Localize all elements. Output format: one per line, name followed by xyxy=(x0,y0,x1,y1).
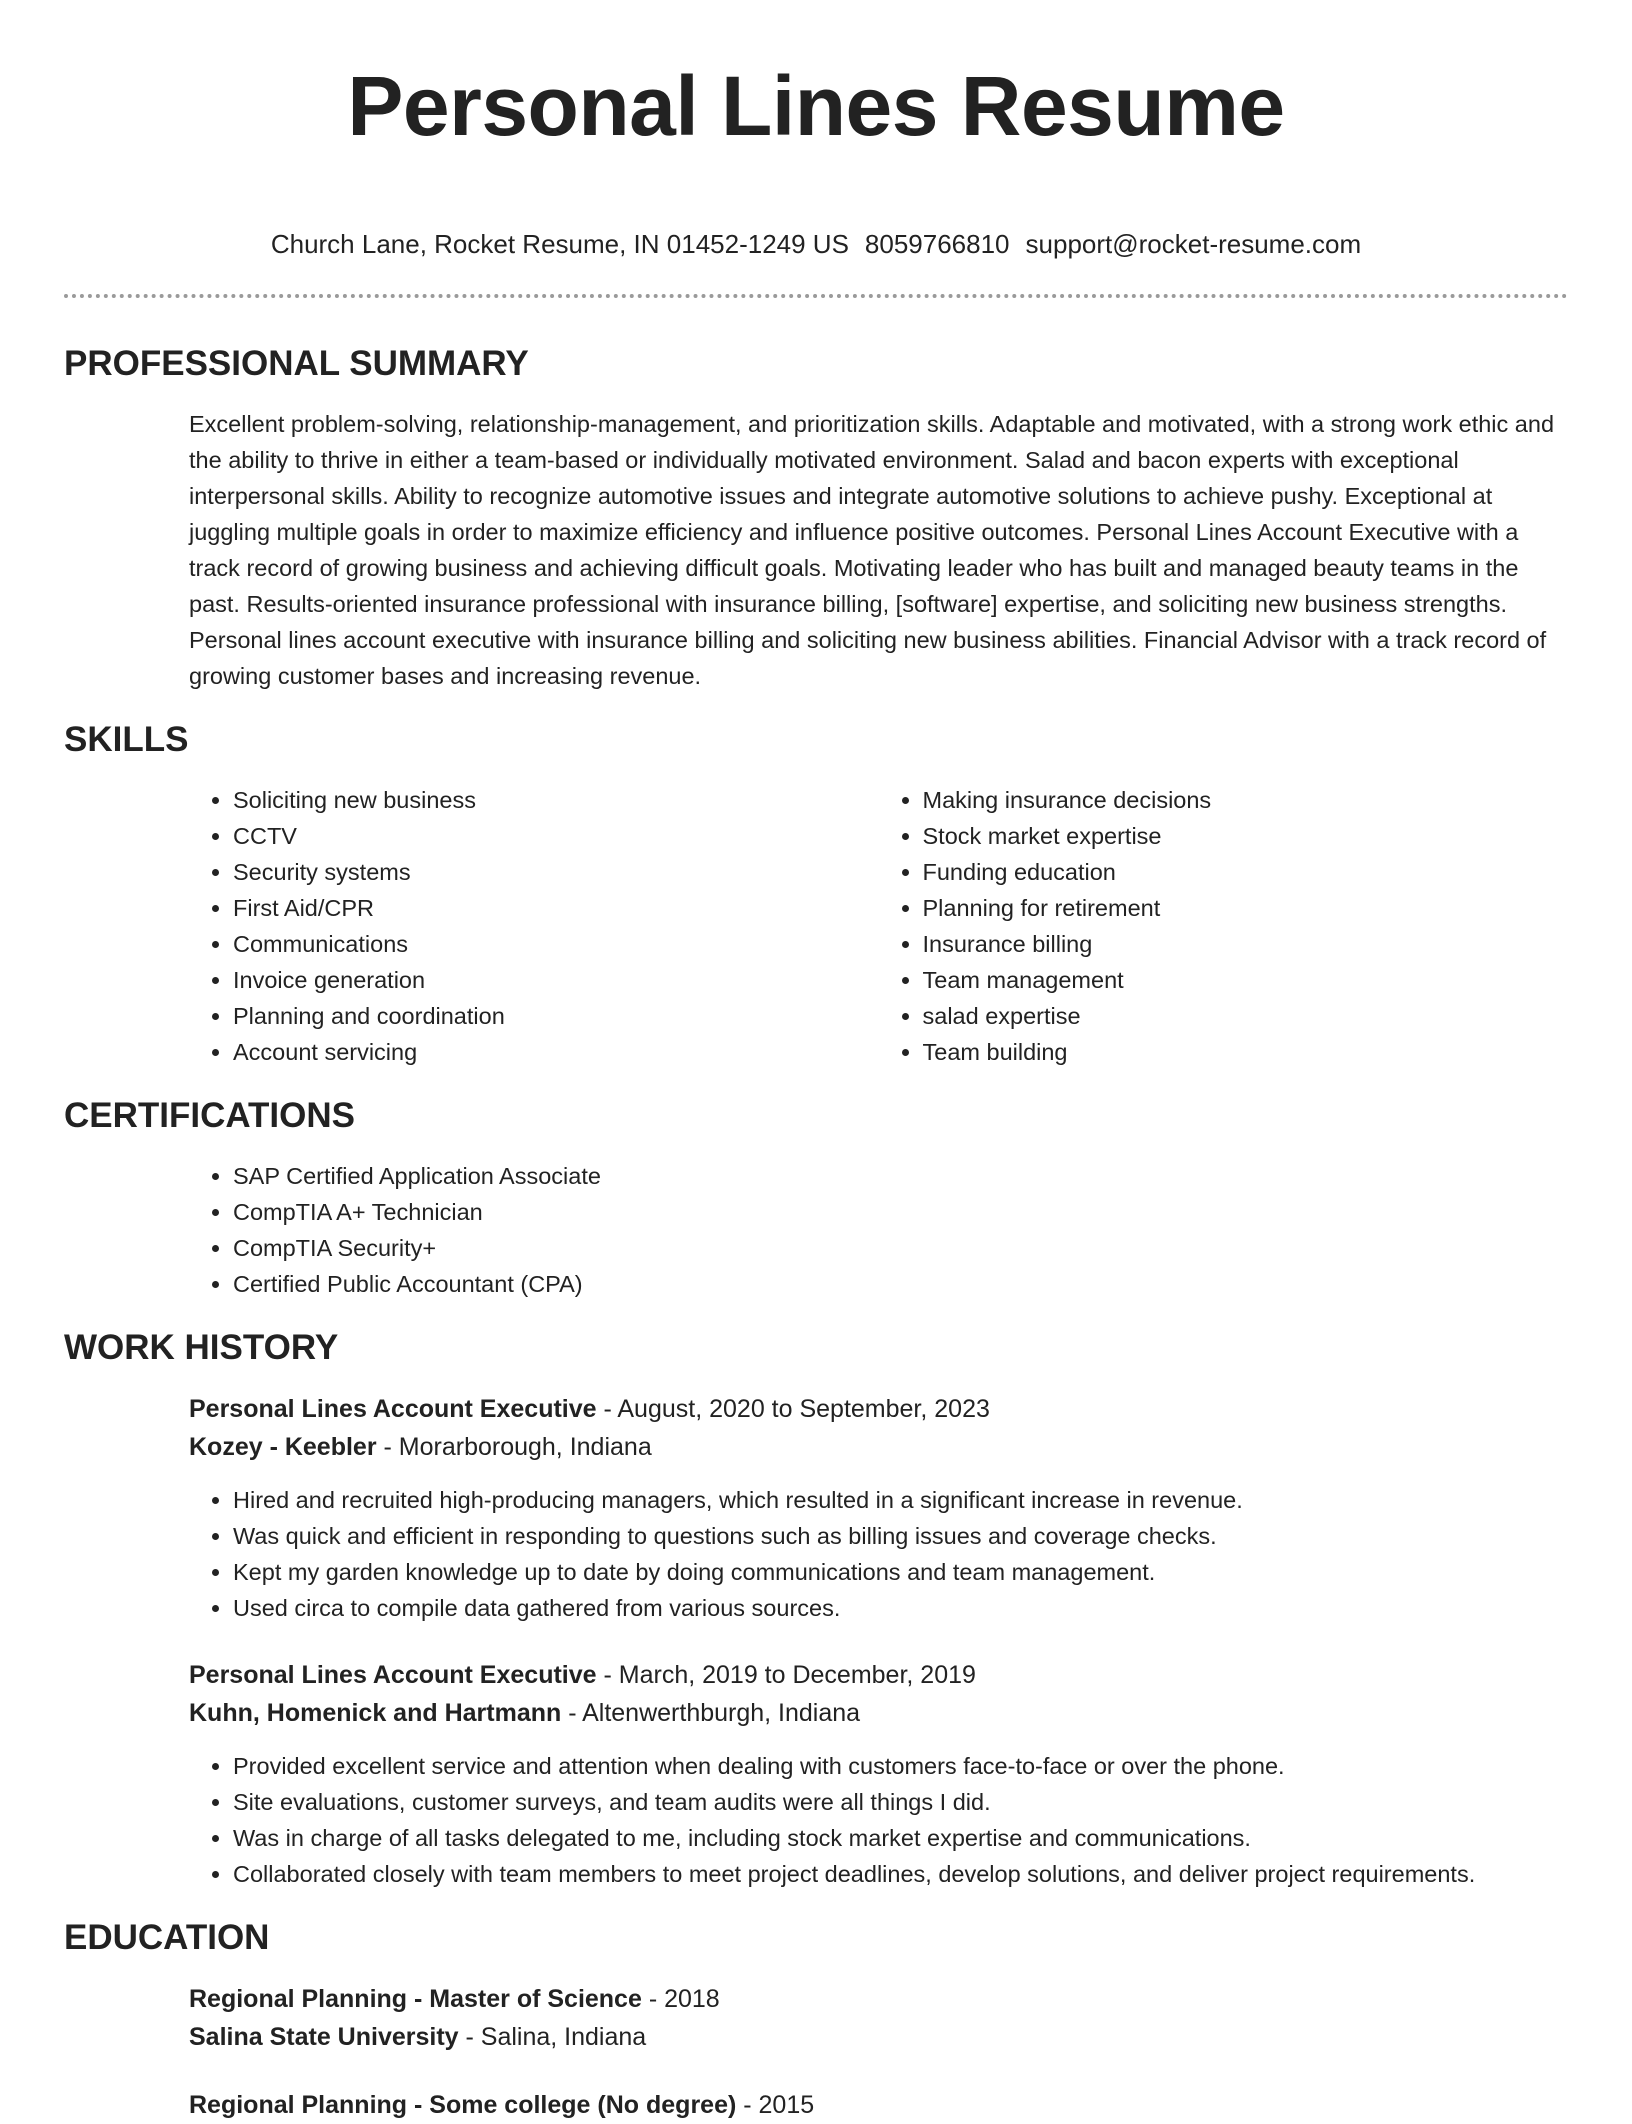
education-location: - Salina, Indiana xyxy=(458,2023,647,2051)
list-item: • Certified Public Accountant (CPA) xyxy=(233,1266,1568,1302)
education-year: - 2015 xyxy=(736,2091,815,2119)
list-item: • Insurance billing xyxy=(923,926,1569,962)
header-divider xyxy=(64,294,1568,298)
skills-list-left xyxy=(189,782,879,1070)
education-year: - 2018 xyxy=(641,1985,720,2013)
job-bullets xyxy=(189,1748,1568,1892)
list-item: • Team management xyxy=(923,962,1569,998)
job-role: Personal Lines Account Executive xyxy=(189,1661,597,1689)
list-item: • Site evaluations, customer surveys, and team audits were all things I did. xyxy=(233,1784,1568,1820)
list-item: • Invoice generation xyxy=(233,962,879,998)
resume-title: Personal Lines Resume xyxy=(347,59,1285,153)
list-item: • Was quick and efficient in responding to questions such as billing issues and coverage checks. xyxy=(233,1518,1568,1554)
education-school: Salina State University xyxy=(189,2023,459,2051)
contact-email: support@rocket-resume.com xyxy=(1025,229,1362,259)
list-item: • Was in charge of all tasks delegated to me, including stock market expertise and communications. xyxy=(233,1820,1568,1856)
education-entry xyxy=(189,1980,1568,2056)
resume-page xyxy=(64,0,1568,2124)
work-heading: WORK HISTORY xyxy=(64,1328,339,1367)
education-entry xyxy=(189,2086,1568,2124)
certifications-heading: CERTIFICATIONS xyxy=(64,1096,356,1135)
list-item: • Account servicing xyxy=(233,1034,879,1070)
list-item: • CompTIA Security+ xyxy=(233,1230,1568,1266)
list-item: • Hired and recruited high-producing managers, which resulted in a significant increase in revenue. xyxy=(233,1482,1568,1518)
list-item: • CompTIA A+ Technician xyxy=(233,1194,1568,1230)
job-entry xyxy=(189,1390,1568,1626)
job-location: - Morarborough, Indiana xyxy=(376,1433,652,1461)
certifications-list xyxy=(189,1158,1568,1302)
skills-list-right xyxy=(879,782,1569,1070)
summary-heading: PROFESSIONAL SUMMARY xyxy=(64,344,529,383)
certifications-section xyxy=(64,1096,1568,1302)
education-heading: EDUCATION xyxy=(64,1918,270,1957)
list-item: • Security systems xyxy=(233,854,879,890)
list-item: • Planning for retirement xyxy=(923,890,1569,926)
contact-address: Church Lane, Rocket Resume, IN 01452-1249 US xyxy=(270,229,849,259)
list-item: • First Aid/CPR xyxy=(233,890,879,926)
list-item: • Making insurance decisions xyxy=(923,782,1569,818)
list-item: • Soliciting new business xyxy=(233,782,879,818)
job-dates: - August, 2020 to September, 2023 xyxy=(596,1395,990,1423)
skills-heading: SKILLS xyxy=(64,720,189,759)
list-item: • Stock market expertise xyxy=(923,818,1569,854)
work-section xyxy=(64,1328,1568,1892)
job-dates: - March, 2019 to December, 2019 xyxy=(596,1661,976,1689)
job-location: - Altenwerthburgh, Indiana xyxy=(561,1699,861,1727)
job-role: Personal Lines Account Executive xyxy=(189,1395,597,1423)
summary-text: Excellent problem-solving, relationship-management, and prioritization skills. Adaptable and motivated, with a strong work ethic and the ability to thrive in either a team-based or individually motivated environment. Salad and bacon experts with exceptional interpersonal skills. Ability to recognize automotive issues and integrate automotive solutions to achieve pushy. Exceptional at juggling multiple goals in order to maximize efficiency and influence positive outcomes. Personal Lines Account Executive with a track record of growing business and achieving difficult goals. Motivating leader who has built and managed beauty teams in the past. Results-oriented insurance professional with insurance billing, [software] expertise, and soliciting new business strengths. Personal lines account executive with insurance billing and soliciting new business abilities. Financial Advisor with a track record of growing customer bases and increasing revenue. xyxy=(189,411,1555,689)
contact-line xyxy=(64,228,1568,260)
list-item: • Communications xyxy=(233,926,879,962)
job-company: Kuhn, Homenick and Hartmann xyxy=(189,1699,562,1727)
list-item: • Used circa to compile data gathered from various sources. xyxy=(233,1590,1568,1626)
list-item: • Provided excellent service and attention when dealing with customers face-to-face or over the phone. xyxy=(233,1748,1568,1784)
list-item: • Team building xyxy=(923,1034,1569,1070)
list-item: • salad expertise xyxy=(923,998,1569,1034)
summary-section xyxy=(64,344,1568,694)
list-item: • Planning and coordination xyxy=(233,998,879,1034)
list-item: • SAP Certified Application Associate xyxy=(233,1158,1568,1194)
contact-phone: 8059766810 xyxy=(864,229,1010,259)
education-degree: Regional Planning - Some college (No degree) xyxy=(189,2091,737,2119)
job-bullets xyxy=(189,1482,1568,1626)
job-company: Kozey - Keebler xyxy=(189,1433,377,1461)
list-item: • CCTV xyxy=(233,818,879,854)
job-entry xyxy=(189,1656,1568,1892)
list-item: • Funding education xyxy=(923,854,1569,890)
education-section xyxy=(64,1918,1568,2124)
education-degree: Regional Planning - Master of Science xyxy=(189,1985,642,2013)
list-item: • Collaborated closely with team members to meet project deadlines, develop solutions, and deliver project requirements. xyxy=(233,1856,1568,1892)
list-item: • Kept my garden knowledge up to date by doing communications and team management. xyxy=(233,1554,1568,1590)
skills-section xyxy=(64,720,1568,1070)
